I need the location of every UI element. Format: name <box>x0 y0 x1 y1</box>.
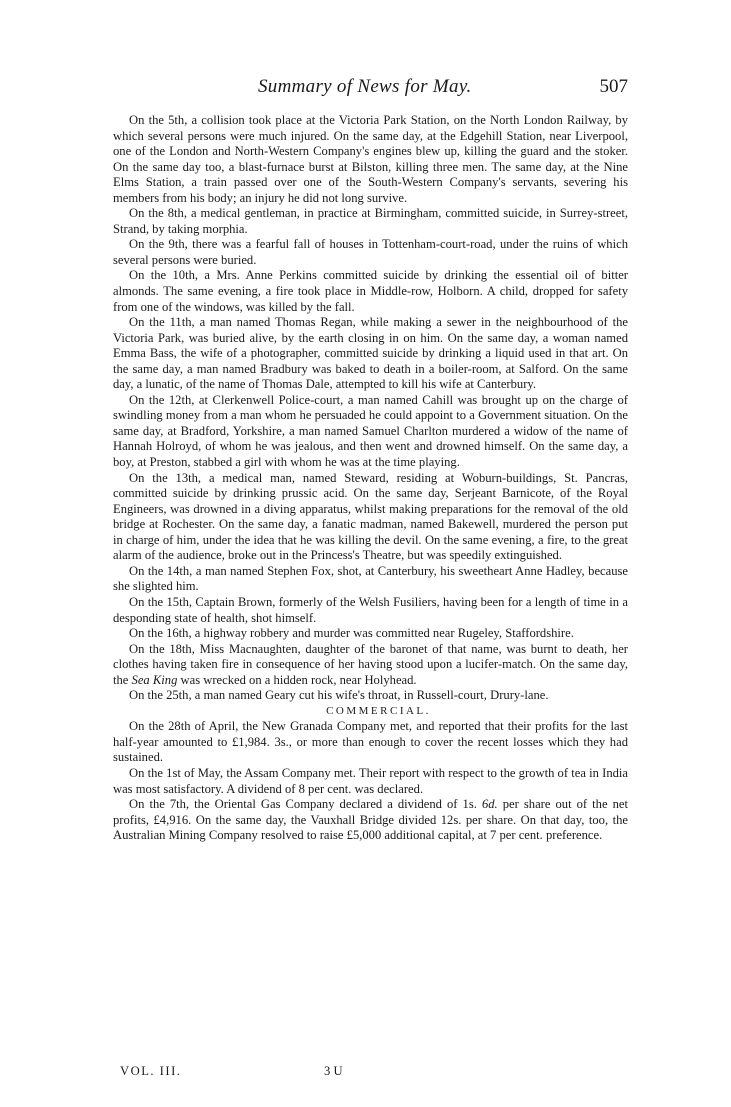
commercial-heading: COMMERCIAL. <box>326 704 431 717</box>
commercial-paragraph-oriental-gas <box>113 797 628 844</box>
article-body <box>113 113 628 844</box>
paragraph-13th: On the 13th, a medical man, named Steward, residing at Woburn-buildings, St. Pancras, committed suicide by drinking prussic acid. On the same day, Serjeant Barnicote, of the Royal Engineers, was drowned in a diving apparatus, whilst making preparations for the removal of the old bridge at Rochester. On the same day, a fanatic madman, named Bakewell, murdered the person put in charge of him, under the idea that he was killing the devil. On the same evening, a fire, to the great alarm of the audience, broke out in the Princess's Theatre, but was speedily extinguished. <box>113 470 628 563</box>
paragraph-15th: On the 15th, Captain Brown, formerly of the Welsh Fusiliers, having been for a length of time in a desponding state of health, shot himself. <box>113 594 628 625</box>
paragraph-14th: On the 14th, a man named Stephen Fox, shot, at Canterbury, his sweetheart Anne Hadley, because she slighted him. <box>113 563 628 594</box>
ship-name: Sea King <box>131 672 178 687</box>
paragraph-18th-text-start: On the 18th, Miss Macnaughten, daughter of the baronet of that name, was burnt to death, her clothes having taken fire in consequence of her having stood upon a lucifer-match. On the same day, the <box>113 641 628 687</box>
commercial-paragraph-new-granada: On the 28th of April, the New Granada Company met, and reported that their profits for the last half-year amounted to £1,984. 3s., or more than enough to cover the recent losses which they had sustained. <box>113 719 628 765</box>
volume-label: VOL. III. <box>120 1064 182 1078</box>
paragraph-16th: On the 16th, a highway robbery and murder was committed near Rugeley, Staffordshire. <box>129 626 574 641</box>
paragraph-10th: On the 10th, a Mrs. Anne Perkins committed suicide by drinking the essential oil of bitter almonds. The same evening, a fire took place in Middle-row, Holborn. A child, dropped for safety from one of the windows, was killed by the fall. <box>113 268 628 314</box>
oriental-gas-text-end: per share out of the net profits, £4,916. On the same day, the Vauxhall Bridge divided 12s. per share. On that day, too, the Australian Mining Company resolved to raise £5,000 additional capital, at 7 per cent. preference. <box>113 797 628 843</box>
page-number: 507 <box>599 76 628 97</box>
running-head: Summary of News for May. <box>258 76 472 97</box>
page-footer <box>120 1064 440 1082</box>
paragraph-12th: On the 12th, at Clerkenwell Police-court, a man named Cahill was brought up on the charge of swindling money from a man whom he persuaded he could appoint to a Government situation. On the same day, at Bradford, Yorkshire, a man named Samuel Charlton murdered a widow of the name of Hannah Holroyd, of whom he was jealous, and then went and drowned himself. On the same day, a boy, at Preston, stabbed a girl with whom he was at the time playing. <box>113 392 628 470</box>
paragraph-18th-text-end: was wrecked on a hidden rock, near Holyhead. <box>177 672 417 687</box>
paragraph-11th: On the 11th, a man named Thomas Regan, while making a sewer in the neighbourhood of the Victoria Park, was buried alive, by the earth closing in on him. On the same day, a woman named Emma Bass, the wife of a photographer, committed suicide by drinking a liquid used in that art. On the same day, a man named Bradbury was baked to death in a boiler-room, at Salford. On the same day, a lunatic, of the name of Thomas Dale, attempted to kill his wife at Canterbury. <box>113 315 628 392</box>
paragraph-8th: On the 8th, a medical gentleman, in practice at Birmingham, committed suicide, in Surrey-street, Strand, by taking morphia. <box>113 206 628 236</box>
pence-amount: 6d. <box>481 797 498 812</box>
commercial-paragraph-assam: On the 1st of May, the Assam Company met. Their report with respect to the growth of tea in India was most satisfactory. A dividend of 8 per cent. was declared. <box>113 765 628 796</box>
signature-mark: 3 U <box>324 1064 343 1078</box>
paragraph-18th <box>113 642 628 689</box>
paragraph-9th: On the 9th, there was a fearful fall of houses in Tottenham-court-road, under the ruins of which several persons were buried. <box>113 237 628 267</box>
paragraph-25th: On the 25th, a man named Geary cut his wife's throat, in Russell-court, Drury-lane. <box>129 688 549 703</box>
page-header <box>258 76 628 100</box>
oriental-gas-text-start: On the 7th, the Oriental Gas Company declared a dividend of 1s. <box>129 797 482 812</box>
paragraph-5th: On the 5th, a collision took place at the Victoria Park Station, on the North London Railway, by which several persons were much injured. On the same day, at the Edgehill Station, near Liverpool, one of the London and North-Western Company's engines blew up, killing the guard and the stoker. On the same day too, a blast-furnace burst at Bilston, killing three men. The same day, at the Nine Elms Station, a train passed over one of the South-Western Company's servants, severing his members from his body; an injury he did not long survive. <box>113 113 628 205</box>
